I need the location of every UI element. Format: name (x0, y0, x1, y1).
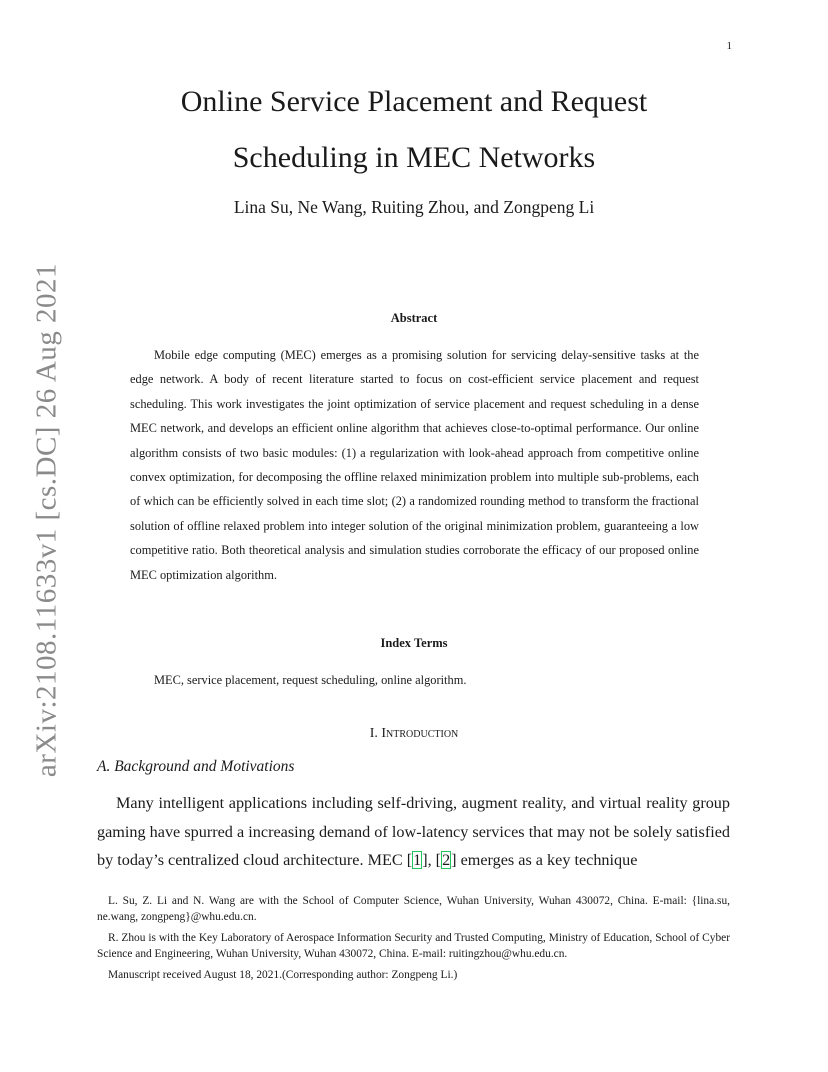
abstract-text: Mobile edge computing (MEC) emerges as a promising solution for servicing delay-sensitive tasks at the edge network. A body of recent literature started to focus on cost-efficient service placement and request scheduling. This work investigates the joint optimization of service placement and request scheduling in a dense MEC network, and develops an efficient online algorithm that achieves close-to-optimal performance. Our online algorithm consists of two basic modules: (1) a regularization with look-ahead approach from competitive online convex optimization, for decomposing the offline relaxed minimization problem into multiple sub-problems, each of which can be efficiently solved in each time slot; (2) a randomized rounding method to transform the fractional solution of offline relaxed problem into integer solution of the original minimization problem, guaranteeing a low competitive ratio. Both theoretical analysis and simulation studies corroborate the efficacy of our proposed online MEC optimization algorithm. (130, 348, 699, 582)
paper-title (0, 74, 828, 186)
footnote-affiliation-2: R. Zhou is with the Key Laboratory of Aerospace Information Security and Trusted Computing, Ministry of Education, School of Cyber Science and Engineering, Wuhan University, Wuhan 430072, China. E-mail: ruitingzhou@whu.edu.cn. (97, 932, 730, 960)
index-terms-text: MEC, service placement, request scheduling, online algorithm. (154, 673, 467, 687)
subsection-heading: A. Background and Motivations (97, 758, 295, 775)
citation-close-bracket: ] (451, 851, 457, 869)
section-title: Introduction (381, 726, 459, 741)
intro-text-end: emerges as a key technique (456, 851, 638, 869)
abstract-heading: Abstract (390, 311, 438, 325)
paper-title-line-2: Scheduling in MEC Networks (232, 141, 596, 174)
citation-open-bracket: [ (435, 851, 442, 869)
paper-title-line-1: Online Service Placement and Request (180, 85, 648, 118)
citation-separator: , (427, 851, 436, 869)
author-list: Lina Su, Ne Wang, Ruiting Zhou, and Zongpeng Li (233, 197, 595, 217)
introduction-paragraph (97, 789, 730, 875)
citation-link-1[interactable]: 1 (413, 851, 422, 869)
citation-link-2[interactable]: 2 (442, 851, 451, 869)
citation-open-bracket: [ (406, 851, 413, 869)
footnote-manuscript: Manuscript received August 18, 2021.(Corresponding author: Zongpeng Li.) (108, 969, 458, 981)
intro-text-start: Many intelligent applications including self-driving, augment reality, and virtual reality group gaming have spurred a increasing demand of low-latency services that may not be solely satisfied by today’s centralized cloud architecture. MEC (97, 794, 730, 869)
citation-close-bracket: ] (422, 851, 428, 869)
section-number: I. (369, 726, 378, 741)
page-number: 1 (726, 40, 732, 52)
index-terms-heading: Index Terms (380, 636, 448, 650)
footnote-affiliation-1: L. Su, Z. Li and N. Wang are with the School of Computer Science, Wuhan University, Wuhan 430072, China. E-mail: {lina.su, ne.wang, zongpeng}@whu.edu.cn. (97, 895, 730, 923)
arxiv-identifier-text: arXiv:2108.11633v1 [cs.DC] 26 Aug 2021 (30, 262, 63, 778)
section-heading (0, 726, 828, 742)
footnotes (97, 894, 730, 990)
